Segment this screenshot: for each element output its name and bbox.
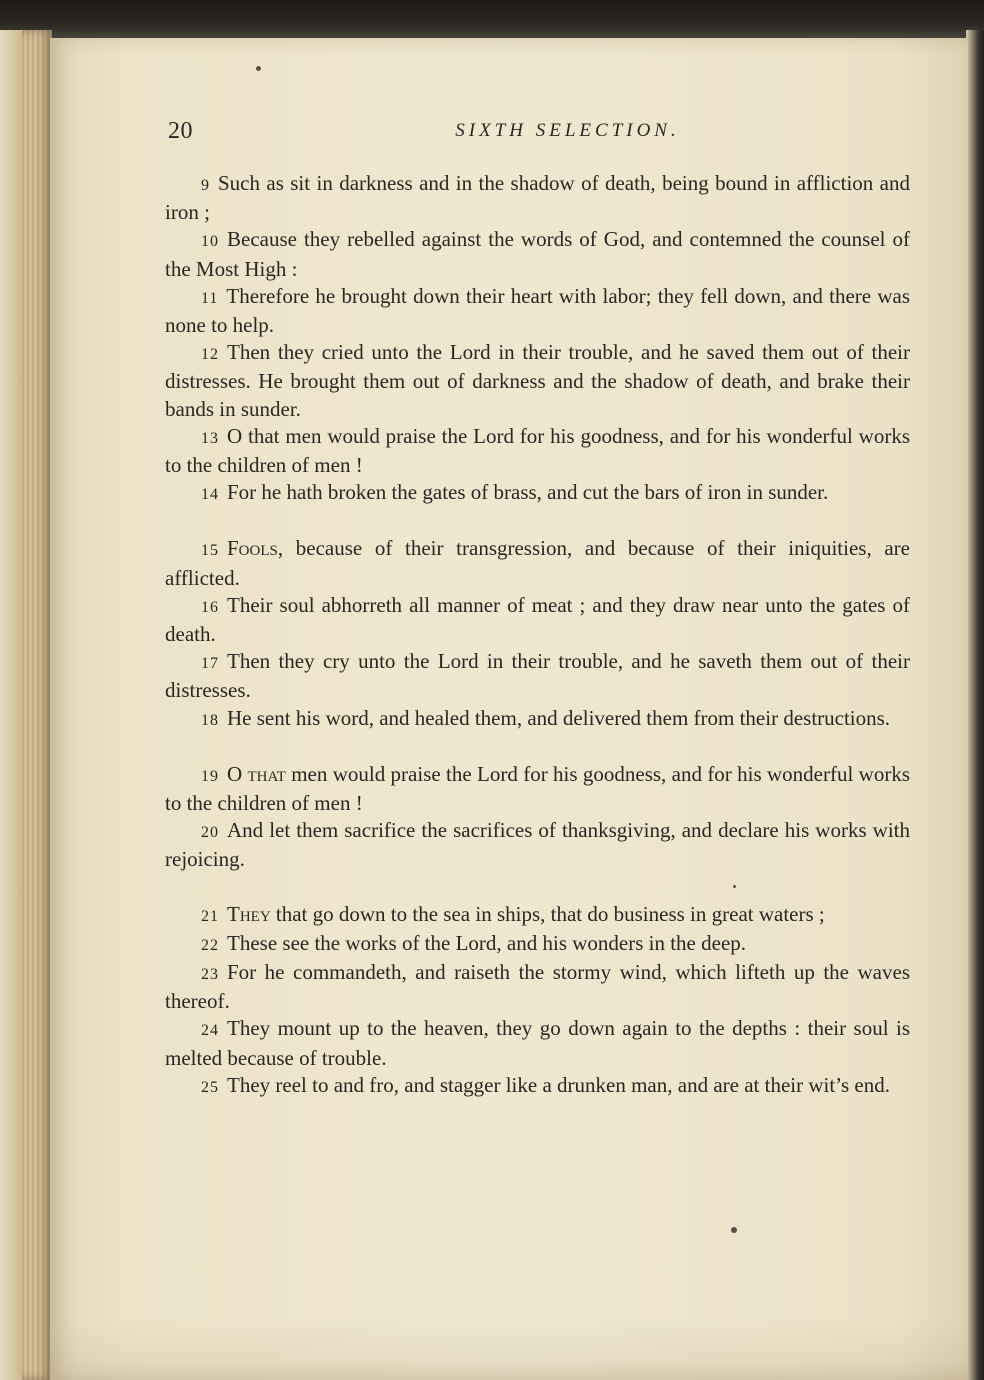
verse-text: Such as sit in darkness and in the shadow of death, being bound in affliction and iron ;	[165, 171, 910, 225]
verse-text: Then they cried unto the Lord in their trouble, and he saved them out of their distresses. He brought them out of darkness and the shadow of death, and brake their bands in sunder.	[165, 340, 910, 421]
verse-number: 19	[201, 767, 219, 785]
binding-edge	[966, 30, 984, 1380]
verse	[165, 959, 910, 1015]
verse-text: They mount up to the heaven, they go down again to the depths : their soul is melted because of trouble.	[165, 1016, 910, 1070]
verse	[165, 1072, 910, 1101]
verse-text: These see the works of the Lord, and his wonders in the deep.	[227, 930, 747, 955]
verse	[165, 705, 910, 734]
page-number: 20	[168, 118, 193, 144]
verse-text: They reel to and fro, and stagger like a drunken man, and are at their wit’s end.	[227, 1072, 891, 1097]
verse-number: 22	[201, 936, 219, 954]
verse	[165, 479, 910, 508]
verse	[165, 817, 910, 873]
verse-number: 23	[201, 966, 219, 984]
verse	[165, 423, 910, 479]
verse-text: because of their transgression, and because of their iniquities, are afflicted.	[165, 536, 910, 590]
verse-text: O that men would praise the Lord for his goodness, and for his wonderful works to the children of men !	[165, 423, 910, 478]
verse	[165, 761, 910, 817]
verse-number: 17	[201, 655, 219, 673]
verse-number: 16	[201, 598, 219, 616]
verse	[165, 1015, 910, 1071]
verse-number: 25	[201, 1078, 219, 1096]
verse-lead: Fools,	[227, 536, 284, 561]
verse-number: 21	[201, 907, 219, 925]
verse-lead: They	[227, 901, 271, 926]
verse	[165, 648, 910, 704]
verse	[165, 170, 910, 226]
verse-number: 10	[201, 233, 219, 251]
verse	[165, 339, 910, 423]
verse-lead: O that	[227, 761, 286, 786]
verse-text: For he commandeth, and raiseth the stormy wind, which lifteth up the waves thereof.	[165, 960, 910, 1014]
verse-number: 13	[201, 429, 219, 447]
ink-speck	[256, 66, 261, 71]
verse-text: For he hath broken the gates of brass, and cut the bars of iron in sunder.	[227, 480, 829, 505]
stanza-break	[165, 874, 910, 901]
verse-number: 9	[201, 177, 210, 194]
stanza-break	[165, 734, 910, 761]
running-head	[165, 118, 910, 154]
verse-number: 18	[201, 711, 219, 729]
verse-text: Their soul abhorreth all manner of meat ; and they draw near unto the gates of death.	[165, 592, 910, 647]
verse	[165, 535, 910, 591]
verse-text: He sent his word, and healed them, and delivered them from their destructions.	[227, 705, 891, 730]
verse	[165, 283, 910, 339]
stanza-break	[165, 508, 910, 535]
verse-text: Then they cry unto the Lord in their trouble, and he saveth them out of their distresses.	[165, 649, 910, 703]
verse-text: men would praise the Lord for his goodness, and for his wonderful works to the children of men !	[165, 761, 910, 816]
verse	[165, 901, 910, 930]
verse	[165, 226, 910, 282]
verse-text: Because they rebelled against the words of God, and contemned the counsel of the Most High :	[165, 227, 910, 281]
verse-number: 14	[201, 486, 219, 504]
page-shadow	[50, 1320, 968, 1380]
running-title: SIXTH SELECTION.	[455, 120, 680, 141]
page-stack-edge	[0, 30, 52, 1380]
verse	[165, 930, 910, 959]
verse-text: And let them sacrifice the sacrifices of thanksgiving, and declare his works with rejoicing.	[165, 818, 910, 872]
scan-top-edge	[0, 0, 984, 40]
page-text	[165, 118, 910, 1101]
verse-number: 11	[201, 289, 219, 307]
verse	[165, 592, 910, 648]
verse-number: 24	[201, 1022, 219, 1040]
verse-number: 12	[201, 346, 219, 364]
verse-text: Therefore he brought down their heart with labor; they fell down, and there was none to help.	[165, 283, 910, 338]
verse-number: 15	[201, 542, 219, 560]
verse-text: that go down to the sea in ships, that do business in great waters ;	[270, 901, 825, 926]
verse-number: 20	[201, 824, 219, 842]
ink-speck	[731, 1227, 737, 1233]
